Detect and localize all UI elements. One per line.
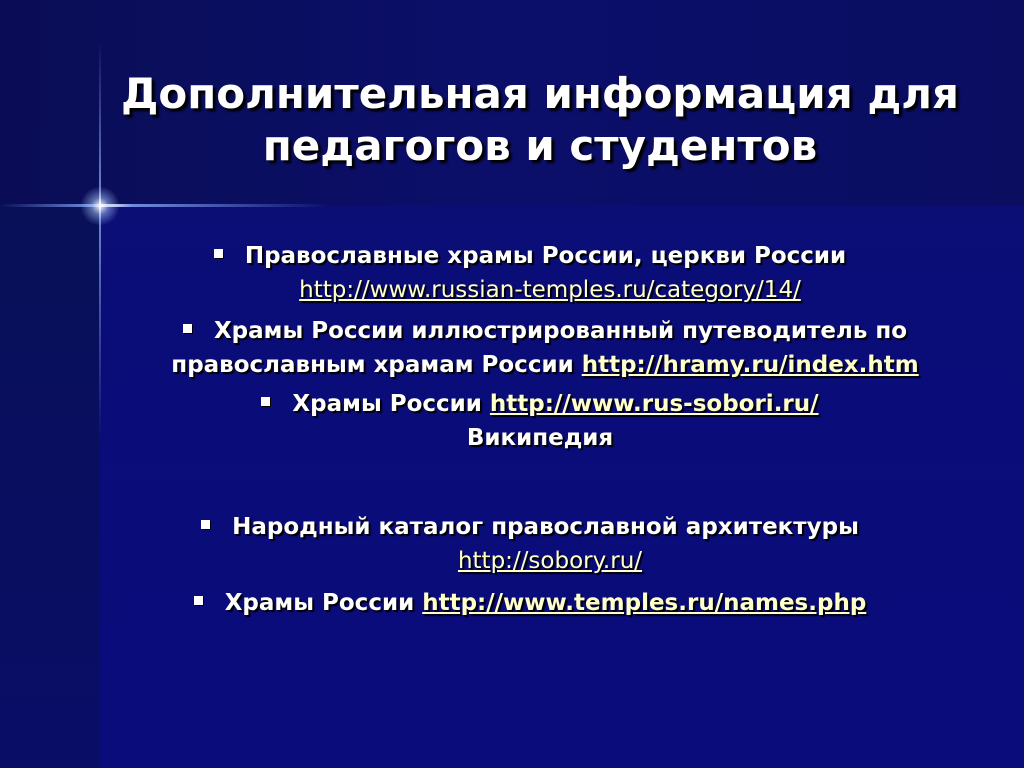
item-4-text: Народный каталог православной архитектуры xyxy=(232,514,859,540)
bullet-icon xyxy=(261,397,270,406)
bullet-icon xyxy=(201,520,210,529)
slide-title: Дополнительная информация для педагогов и студентов xyxy=(121,69,959,170)
list-item-4 xyxy=(150,510,910,578)
list-item-2 xyxy=(110,314,980,382)
light-flare-horizontal xyxy=(0,204,330,207)
item-5-text: Храмы России xyxy=(224,590,415,616)
bullet-icon xyxy=(183,324,192,333)
list-item-5 xyxy=(130,586,930,620)
light-flare-vertical xyxy=(99,40,101,440)
item-4-link[interactable]: http://sobory.ru/ xyxy=(457,548,643,574)
item-1-text: Православные храмы России, церкви России xyxy=(244,243,847,269)
bullet-icon xyxy=(214,249,223,258)
item-3-link[interactable]: http://www.rus-sobori.ru/ xyxy=(489,391,819,417)
bullet-icon xyxy=(194,596,203,605)
item-5-link[interactable]: http://www.temples.ru/names.php xyxy=(422,590,867,616)
item-2-text: Храмы России иллюстрированный путеводитель по православным храмам России xyxy=(171,318,908,378)
item-3-text: Храмы России xyxy=(292,391,482,417)
list-item-1 xyxy=(170,239,890,307)
item-1-link[interactable]: http://www.russian-temples.ru/category/14/ xyxy=(299,277,801,303)
list-item-3 xyxy=(190,387,890,455)
light-flare-glow xyxy=(80,186,120,226)
item-2-link[interactable]: http://hramy.ru/index.htm xyxy=(581,352,919,378)
item-3-subtext: Википедия xyxy=(466,425,614,451)
left-strip xyxy=(0,206,100,768)
